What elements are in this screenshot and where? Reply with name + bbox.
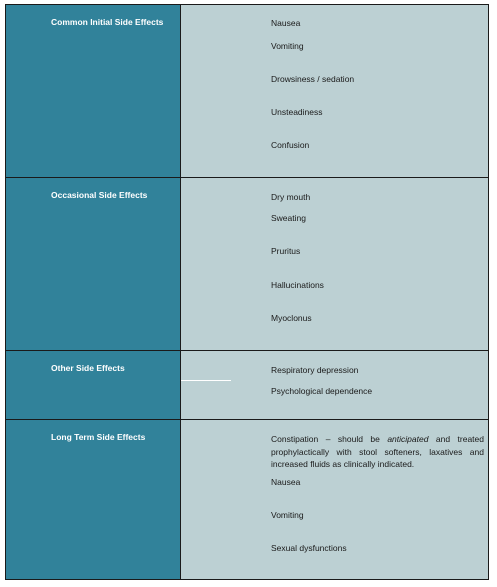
category-cell [6, 5, 181, 177]
effect-item: Pruritus [271, 246, 301, 256]
effect-item: Hallucinations [271, 280, 324, 290]
table-row-long-term [6, 420, 488, 579]
effects-cell [181, 178, 488, 350]
effect-item: Vomiting [271, 510, 304, 520]
table-row-occasional [6, 178, 488, 351]
effect-item: Sexual dysfunctions [271, 543, 347, 553]
effect-item: Vomiting [271, 41, 304, 51]
divider-mark [181, 380, 231, 381]
effect-item: Drowsiness / sedation [271, 74, 355, 84]
side-effects-table [5, 4, 489, 580]
effect-item: Respiratory depression [271, 365, 359, 375]
category-cell [6, 420, 181, 579]
category-cell [6, 178, 181, 350]
effect-item: Psychological dependence [271, 386, 373, 396]
note-text: and treated prophylactically with stool softeners, laxatives and increased fluids as clinically indicated. [271, 434, 484, 469]
effect-item: Confusion [271, 140, 310, 150]
category-label: Common Initial Side Effects [51, 17, 164, 27]
table-row-other [6, 351, 488, 420]
effect-item: Unsteadiness [271, 107, 323, 117]
table-row-common-initial [6, 5, 488, 178]
effect-item: Nausea [271, 477, 301, 487]
effect-item: Nausea [271, 18, 301, 28]
effects-cell [181, 351, 488, 419]
effect-item: Sweating [271, 213, 306, 223]
category-cell [6, 351, 181, 419]
note-emphasis: anticipated [387, 434, 429, 444]
note-text: Constipation – should be [271, 434, 388, 444]
category-label: Occasional Side Effects [51, 190, 148, 200]
category-label: Long Term Side Effects [51, 432, 146, 442]
effects-cell [181, 5, 488, 177]
effect-item: Myoclonus [271, 313, 312, 323]
effect-item: Dry mouth [271, 192, 311, 202]
effects-cell [181, 420, 488, 579]
category-label: Other Side Effects [51, 363, 125, 373]
constipation-note [271, 433, 484, 471]
